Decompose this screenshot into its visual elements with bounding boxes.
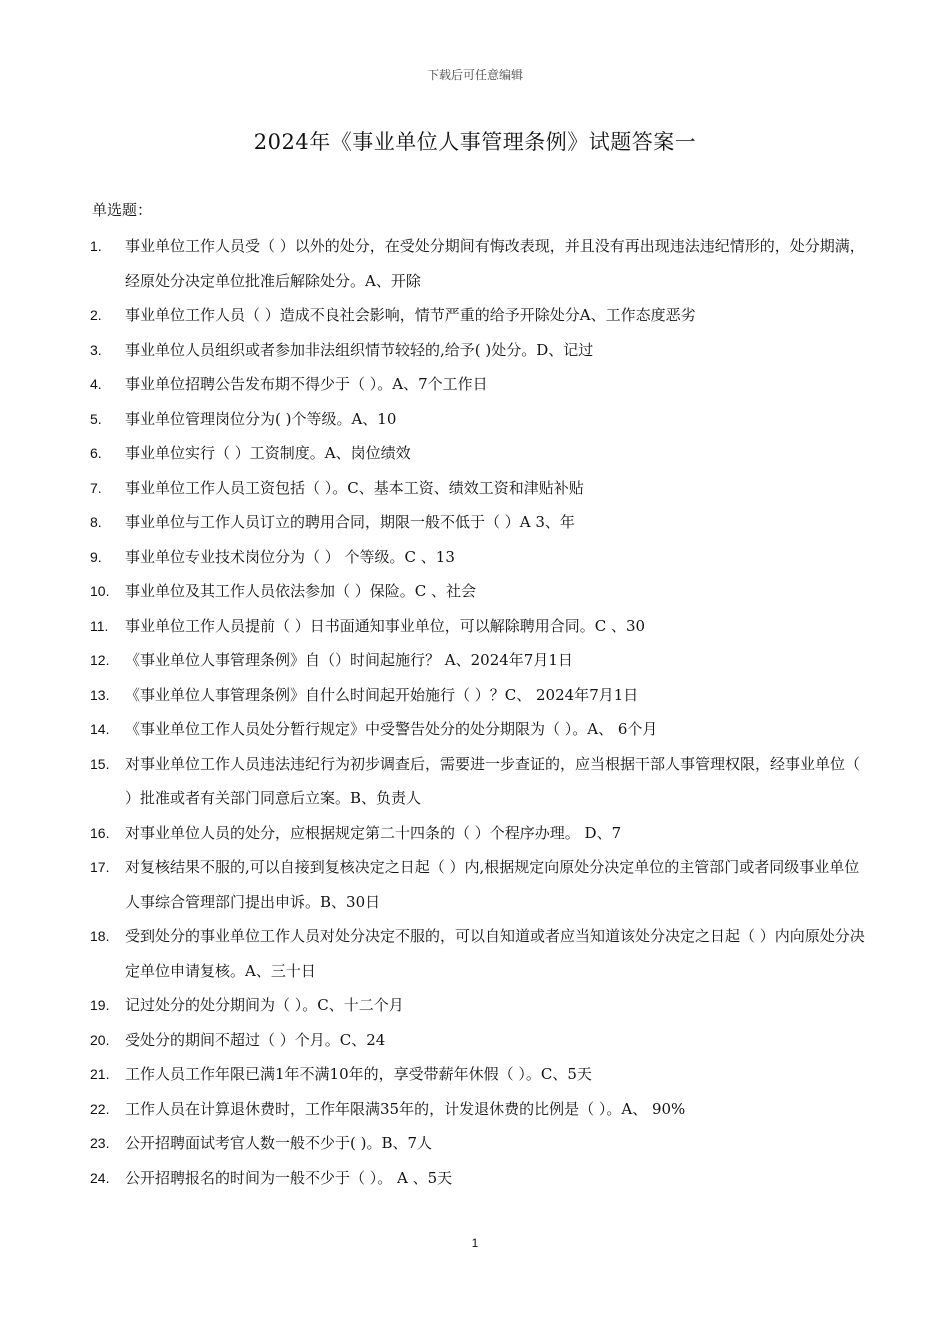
question-text: 对事业单位人员的处分，应根据规定第二十四条的（ ）个程序办理。 D、7 (125, 823, 622, 842)
question-number: 15. (90, 755, 110, 772)
question-item (0, 471, 950, 506)
question-item (0, 367, 950, 402)
document-title: 2024年《事业单位人事管理条例》试题答案一 (253, 130, 697, 154)
question-number: 10. (90, 583, 110, 599)
question-text: 事业单位工作人员受（ ）以外的处分，在受处分期间有悔改表现，并且没有再出现违法违纪情形的，处分期满，经原处分决定单位批准后解除处分。A、开除 (125, 237, 865, 290)
question-number: 14. (90, 721, 110, 737)
question-item (0, 1023, 950, 1058)
question-text: 事业单位专业技术岗位分为（ ） 个等级。C 、13 (125, 547, 455, 566)
question-text: 受到处分的事业单位工作人员对处分决定不服的，可以自知道或者应当知道该处分决定之日起（ ）内向原处分决定单位申请复核。A、三十日 (125, 927, 865, 980)
question-number: 11. (90, 617, 109, 634)
question-text: 工作人员工作年限已满1年不满10年的，享受带薪年休假（ ）。C、5天 (125, 1065, 592, 1083)
question-text: 《事业单位工作人员处分暂行规定》中受警告处分的处分期限为（ ）。A、 6个月 (125, 720, 658, 738)
question-number: 21. (90, 1066, 110, 1082)
question-item (0, 1126, 950, 1161)
question-number: 19. (90, 997, 110, 1013)
question-item (0, 678, 950, 713)
question-text: 《事业单位人事管理条例》自（）时间起施行？ A、2024年7月1日 (125, 651, 573, 669)
question-text: 事业单位人员组织或者参加非法组织情节较轻的,给予( )处分。D、记过 (125, 340, 594, 359)
question-number: 18. (90, 928, 110, 944)
question-text: 对复核结果不服的,可以自接到复核决定之日起（ ）内,根据规定向原处分决定单位的主管部门或者同级事业单位人事综合管理部门提出申诉。B、30日 (125, 858, 860, 911)
question-number: 13. (90, 686, 110, 703)
question-text: 公开招聘面试考官人数一般不少于( )。B、7人 (125, 1134, 433, 1152)
question-item (0, 712, 950, 747)
question-text: 事业单位管理岗位分为( )个等级。A、10 (125, 409, 397, 428)
question-item (0, 1057, 950, 1092)
question-text: 公开招聘报名的时间为一般不少于（ ）。 A 、5天 (125, 1168, 453, 1187)
question-item (0, 747, 950, 816)
question-text: 记过处分的处分期间为（ ）。C、十二个月 (125, 996, 404, 1014)
question-item (0, 816, 950, 851)
question-item (0, 540, 950, 575)
question-number: 7. (90, 479, 102, 496)
question-item (0, 643, 950, 678)
question-text: 《事业单位人事管理条例》自什么时间起开始施行（ ）？C、 2024年7月1日 (125, 685, 639, 704)
question-number: 20. (90, 1031, 110, 1048)
question-text: 工作人员在计算退休费时，工作年限满35年的，计发退休费的比例是（ ）。A、 90% (125, 1099, 686, 1118)
question-number: 9. (90, 548, 102, 565)
question-item (0, 1092, 950, 1127)
question-item (0, 229, 950, 298)
question-number: 8. (90, 514, 102, 530)
page-number: 1 (471, 1236, 479, 1250)
question-number: 3. (90, 341, 102, 358)
question-number: 22. (90, 1100, 110, 1117)
question-number: 2. (90, 307, 102, 323)
question-item (0, 988, 950, 1023)
question-number: 16. (90, 824, 110, 841)
question-item (0, 1161, 950, 1196)
question-item (0, 298, 950, 333)
section-heading: 单选题： (92, 201, 153, 219)
question-text: 事业单位工作人员工资包括（ ）。C、基本工资、绩效工资和津贴补贴 (125, 478, 584, 497)
page-header: 下载后可任意编辑 (426, 68, 523, 82)
question-item (0, 436, 950, 471)
question-number: 6. (90, 445, 102, 461)
question-item (0, 333, 950, 368)
question-item (0, 402, 950, 437)
question-text: 事业单位工作人员提前（ ）日书面通知事业单位，可以解除聘用合同。C 、30 (125, 616, 646, 635)
question-item (0, 919, 950, 988)
question-number: 24. (90, 1169, 110, 1186)
question-item (0, 850, 950, 919)
question-item (0, 609, 950, 644)
question-number: 5. (90, 410, 102, 427)
question-number: 12. (90, 652, 110, 668)
question-text: 事业单位实行（ ）工资制度。A、岗位绩效 (125, 444, 411, 462)
question-text: 事业单位工作人员（ ）造成不良社会影响，情节严重的给予开除处分A、工作态度恶劣 (125, 306, 696, 324)
question-item (0, 505, 950, 540)
question-number: 1. (90, 238, 102, 254)
question-number: 4. (90, 376, 102, 392)
question-list (0, 229, 950, 1195)
question-text: 事业单位与工作人员订立的聘用合同，期限一般不低于（ ）A 3、年 (125, 513, 575, 531)
question-item (0, 574, 950, 609)
question-number: 23. (90, 1135, 110, 1151)
question-text: 事业单位及其工作人员依法参加（ ）保险。C 、社会 (125, 582, 477, 600)
question-text: 受处分的期间不超过（ ）个月。C、24 (125, 1030, 386, 1049)
question-number: 17. (90, 859, 110, 875)
question-text: 对事业单位工作人员违法违纪行为初步调查后，需要进一步查证的，应当根据干部人事管理权限，经事业单位（ ）批准或者有关部门同意后立案。B、负责人 (125, 754, 861, 807)
question-text: 事业单位招聘公告发布期不得少于（ ）。A、7个工作日 (125, 375, 488, 393)
